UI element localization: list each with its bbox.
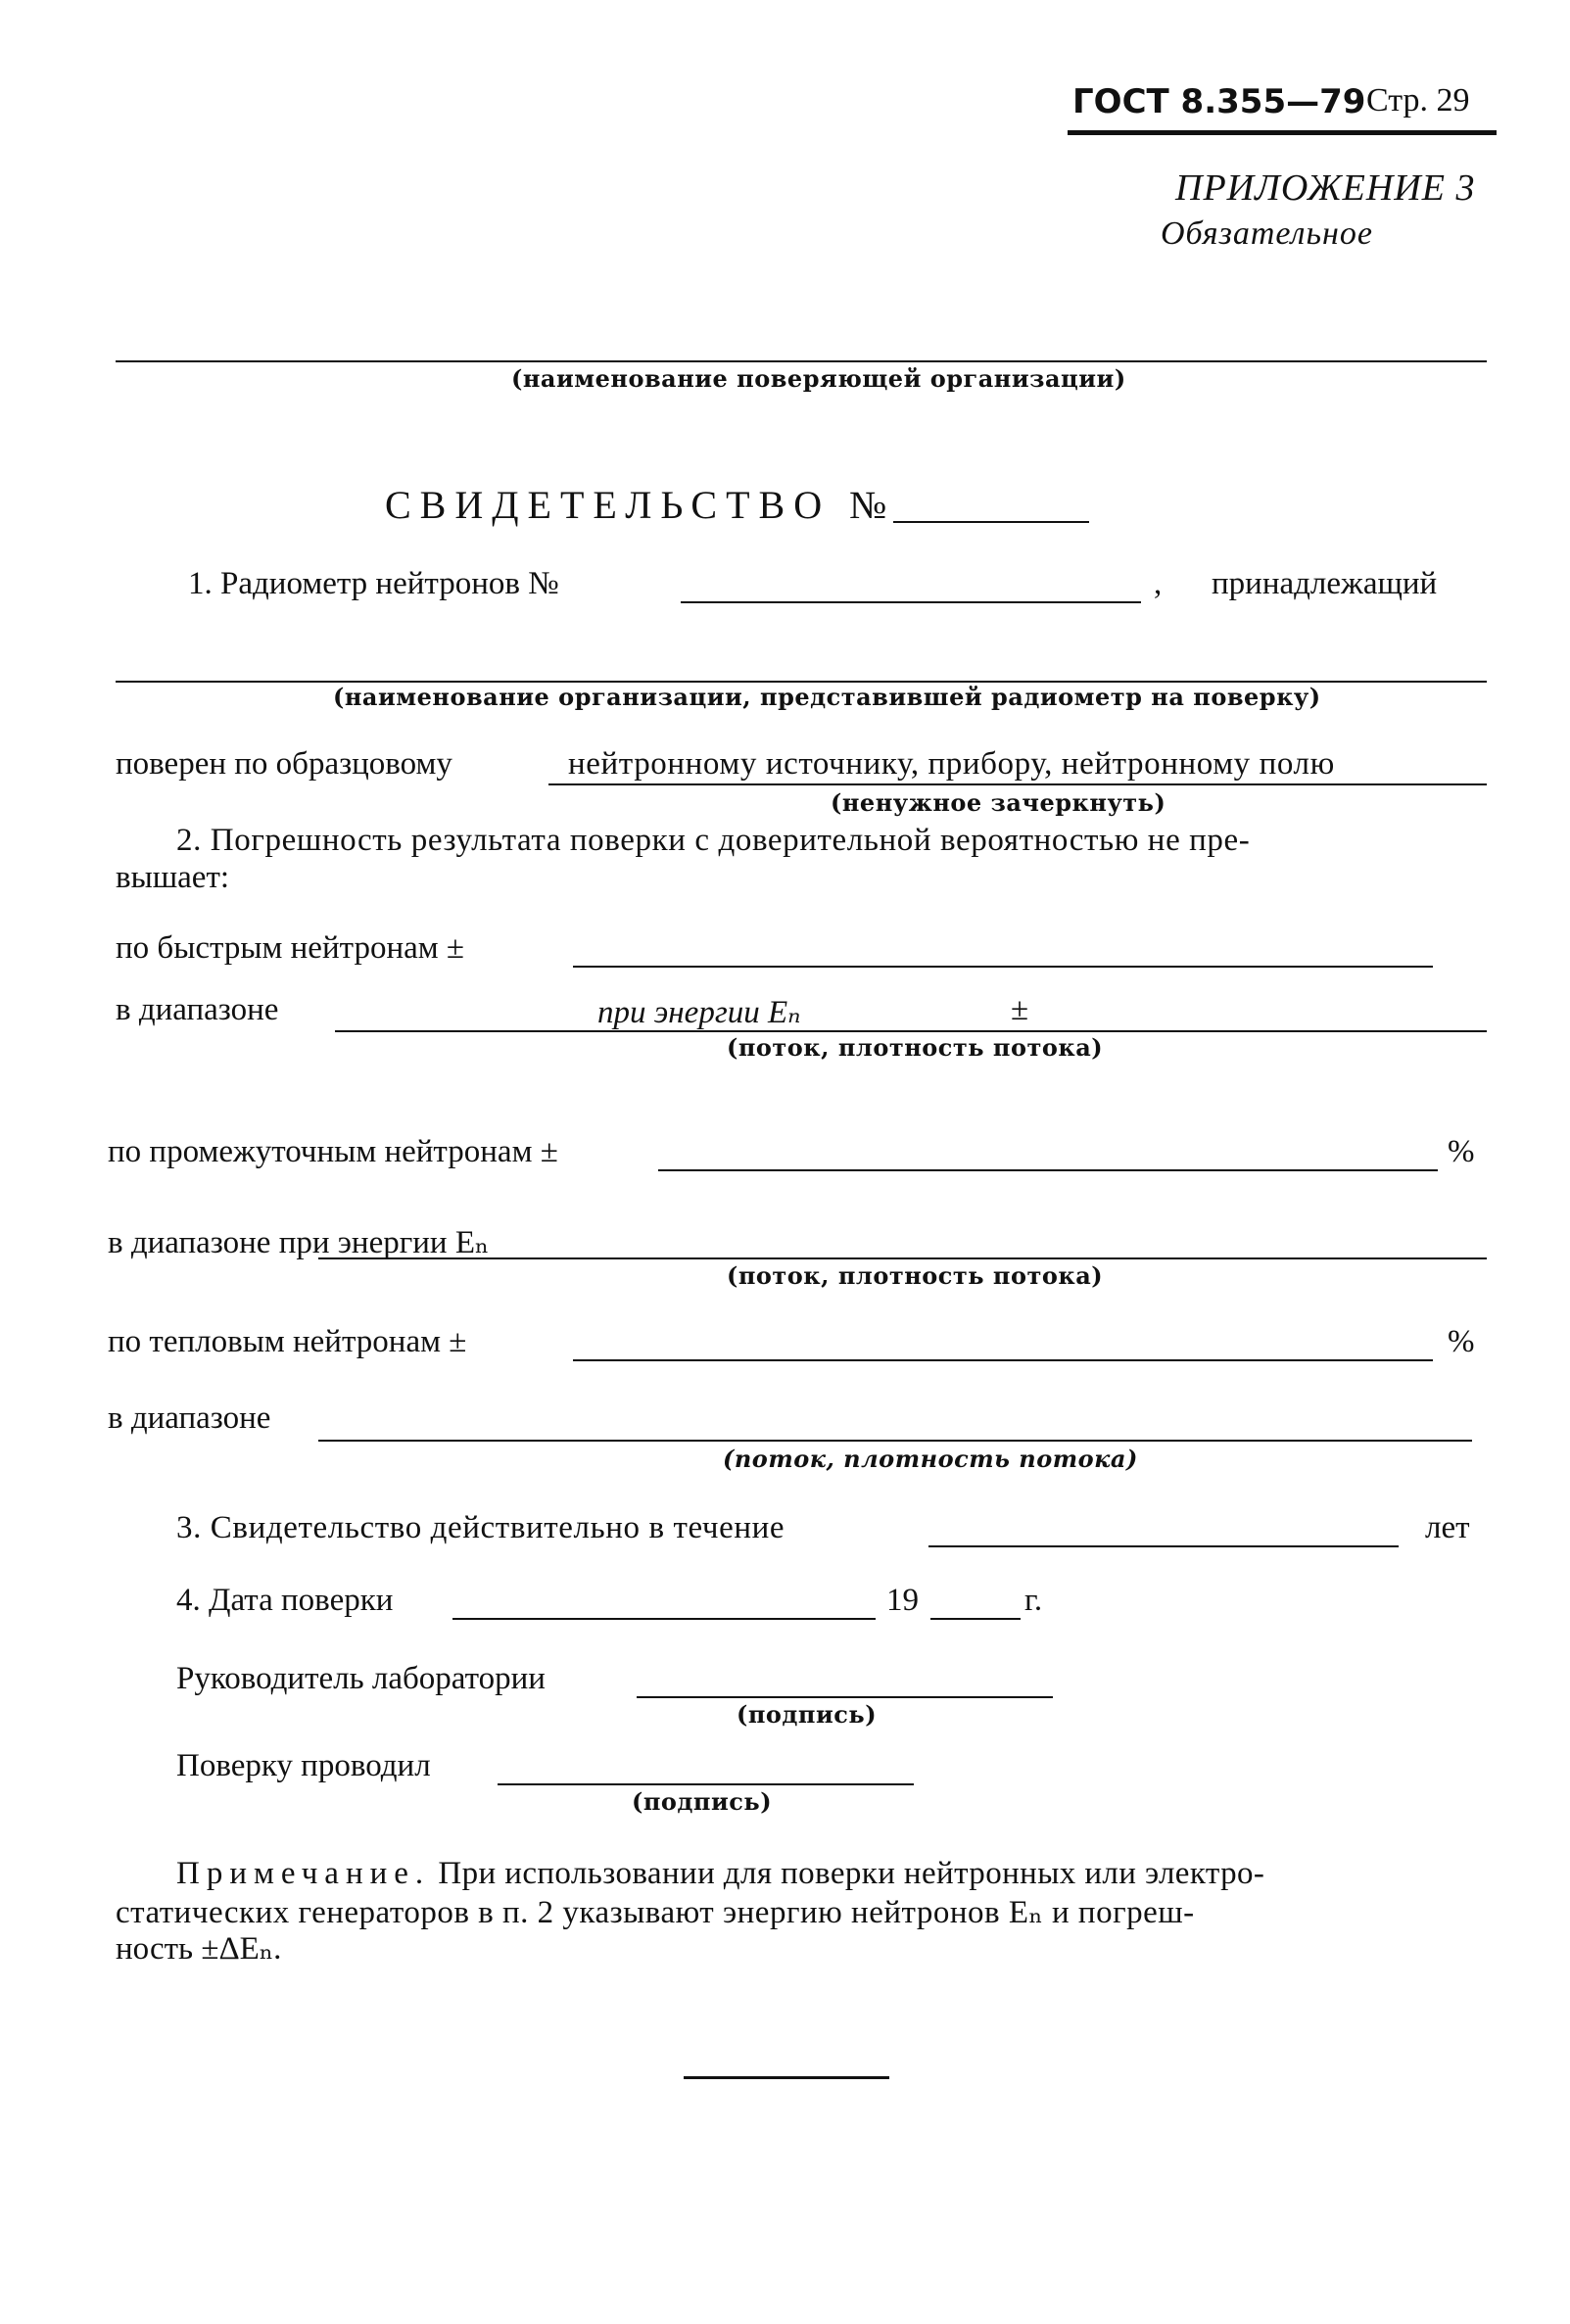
- intermediate-percent: %: [1448, 1134, 1475, 1169]
- fast-neutrons-label: по быстрым нейтронам ±: [116, 930, 464, 966]
- note-line1: [176, 1856, 1264, 1892]
- verification-year-suffix: г.: [1024, 1583, 1043, 1618]
- lab-head-signature-caption: (подпись): [737, 1700, 878, 1729]
- fast-flux-caption: (поток, плотность потока): [727, 1033, 1104, 1062]
- thermal-range-field[interactable]: [318, 1440, 1472, 1442]
- error-text-line1: 2. Погрешность результата поверки с доверительной вероятностью не пре-: [176, 823, 1251, 858]
- fast-at-energy: при энергии Eₙ: [597, 995, 801, 1030]
- verified-options[interactable]: нейтронному источнику, прибору, нейтронному полю: [568, 746, 1335, 782]
- note-line1-text: При использовании для поверки нейтронных или электро-: [438, 1856, 1265, 1891]
- certificate-title: СВИДЕТЕЛЬСТВО №: [385, 483, 896, 527]
- fast-range-field[interactable]: [335, 1030, 1487, 1032]
- header-rule: [1068, 130, 1497, 135]
- thermal-neutrons-field[interactable]: [573, 1359, 1433, 1361]
- fast-range-label: в диапазоне: [116, 992, 279, 1027]
- owner-org-caption: (наименование организации, представившей радиометр на поверку): [333, 683, 1321, 711]
- validity-label: 3. Свидетельство действительно в течение: [176, 1510, 785, 1545]
- gost-number: ГОСТ 8.355—79: [1072, 82, 1366, 121]
- verifier-label: Поверку проводил: [176, 1748, 431, 1783]
- verification-year-prefix: 19: [886, 1583, 919, 1618]
- page-number: Стр. 29: [1366, 82, 1470, 119]
- verification-date-label: 4. Дата поверки: [176, 1583, 394, 1618]
- appendix-mandatory: Обязательное: [1161, 215, 1373, 252]
- certificate-number-field[interactable]: [893, 521, 1089, 523]
- validity-years: лет: [1425, 1510, 1470, 1545]
- fast-pm-sign: ±: [1011, 992, 1029, 1027]
- verification-year-field[interactable]: [930, 1618, 1021, 1620]
- thermal-neutrons-label: по тепловым нейтронам ±: [108, 1324, 467, 1359]
- closing-rule: [684, 2076, 889, 2079]
- intermediate-flux-caption: (поток, плотность потока): [727, 1261, 1104, 1290]
- appendix-title: ПРИЛОЖЕНИЕ 3: [1175, 167, 1476, 209]
- lab-head-label: Руководитель лаборатории: [176, 1661, 546, 1696]
- intermediate-range-label: в диапазоне при энергии Eₙ: [108, 1225, 490, 1260]
- fast-neutrons-field[interactable]: [573, 966, 1433, 968]
- thermal-flux-caption: (поток, плотность потока): [723, 1445, 1138, 1473]
- verification-date-field[interactable]: [452, 1618, 876, 1620]
- validity-field[interactable]: [928, 1545, 1399, 1547]
- intermediate-range-field[interactable]: [318, 1257, 1487, 1259]
- verified-options-underline: [548, 783, 1487, 785]
- belonging-label: принадлежащий: [1212, 566, 1438, 601]
- cross-out-caption: (ненужное зачеркнуть): [831, 788, 1166, 817]
- note-line2: статических генераторов в п. 2 указывают энергию нейтронов Eₙ и погреш-: [116, 1895, 1195, 1930]
- error-text-line2: вышает:: [116, 860, 230, 895]
- intermediate-neutrons-field[interactable]: [658, 1169, 1438, 1171]
- note-line3: ность ±ΔEₙ.: [116, 1931, 282, 1967]
- thermal-percent: %: [1448, 1324, 1475, 1359]
- lab-head-signature-field[interactable]: [637, 1696, 1053, 1698]
- radiometer-comma: ,: [1154, 566, 1163, 601]
- radiometer-number-field[interactable]: [681, 601, 1141, 603]
- radiometer-label: 1. Радиометр нейтронов №: [188, 566, 559, 601]
- verifier-signature-field[interactable]: [498, 1783, 914, 1785]
- verifier-signature-caption: (подпись): [632, 1787, 773, 1816]
- org-name-caption: (наименование поверяющей организации): [511, 364, 1126, 393]
- thermal-range-label: в диапазоне: [108, 1400, 271, 1436]
- verified-prefix: поверен по образцовому: [116, 746, 452, 782]
- org-name-field[interactable]: [116, 360, 1487, 362]
- intermediate-neutrons-label: по промежуточным нейтронам ±: [108, 1134, 558, 1169]
- note-heading: Примечание.: [176, 1856, 431, 1891]
